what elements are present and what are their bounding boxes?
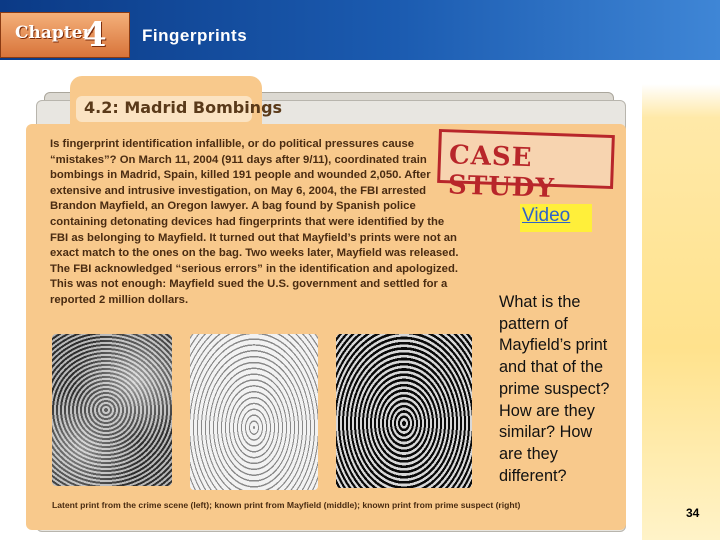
page-title: Fingerprints [142, 26, 248, 45]
suspect-fingerprint-image [336, 334, 472, 488]
discussion-question: What is the pattern of Mayfield’s print and that of the prime suspect? How are they similar? How are they different? [499, 293, 610, 485]
case-study-text: Is fingerprint identification infallible, or do political pressures cause “mistakes”? On March 11, 2004 (911 days after 9/11), coordinated train bombings in Madrid, Spain, killed 191 people and wounded 2,050. After extensive and intrusive investigation, on May 6, 2004, the FBI arrested Brandon Mayfield, an Oregon lawyer. A bag found by Spanish police containing detonating devices had fingerprints that were identified by the FBI as belonging to Mayfield. It turned out that Mayfield’s prints were not an exact match to the ones on the bag. Two weeks later, Mayfield was released. The FBI acknowledged “serious errors” in the identification and apologized. This was not enough: Mayfield sued the U.S. government and settled for a reported 2 million dollars. [50, 138, 459, 306]
chapter-label: Chapter [15, 23, 92, 43]
decorative-strip [642, 60, 720, 540]
figure-caption: Latent print from the crime scene (left); known print from Mayfield (middle); known print from prime suspect (right) [52, 500, 521, 510]
mayfield-fingerprint-image [190, 334, 318, 490]
case-study-figure [0, 60, 642, 540]
case-study-stamp [437, 129, 615, 205]
video-link[interactable]: Video [520, 204, 592, 232]
slide-number: 34 [686, 506, 700, 520]
section-title: 4.2: Madrid Bombings [84, 98, 283, 117]
stamp-text: CASE STUDY [447, 140, 556, 205]
header-bar [0, 0, 720, 60]
chapter-badge [0, 12, 130, 58]
chapter-number: 4 [83, 15, 107, 55]
latent-fingerprint-image [52, 334, 172, 486]
